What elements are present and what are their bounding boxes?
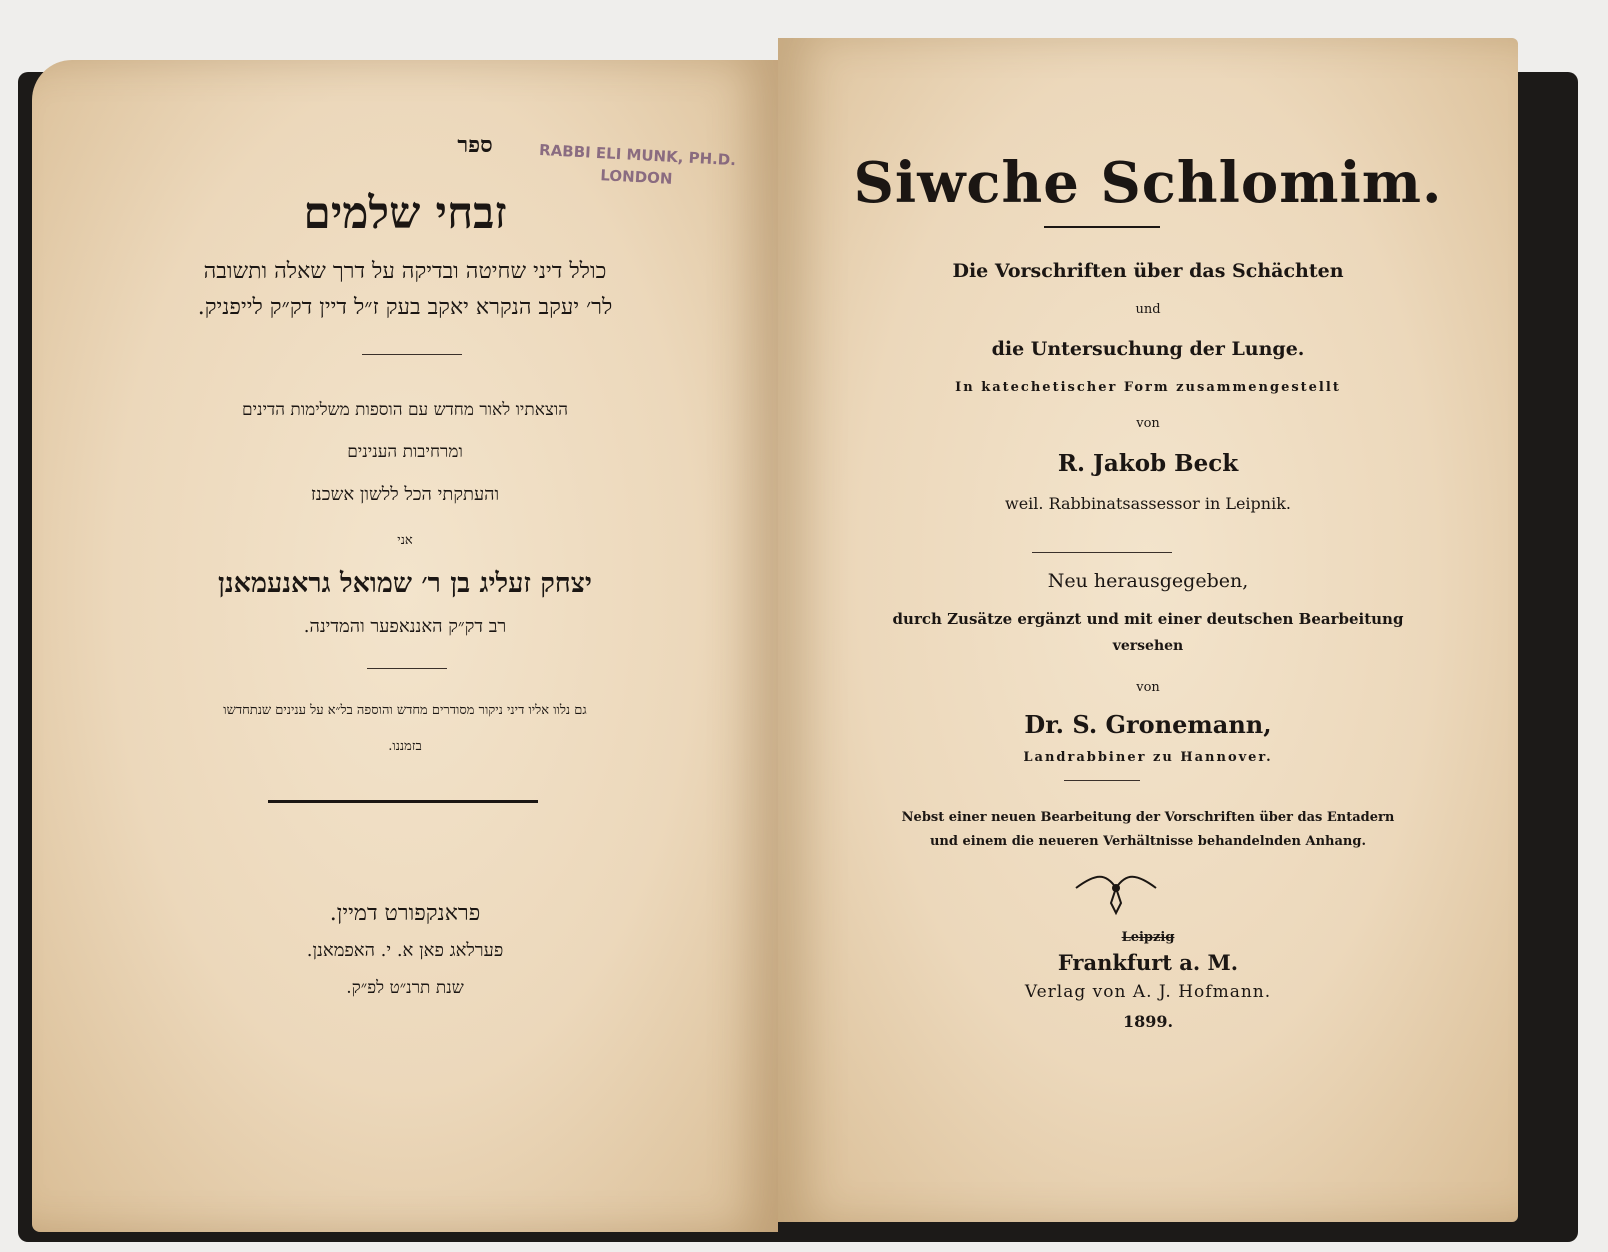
german-line-8: versehen bbox=[1112, 638, 1184, 654]
german-line-1: Die Vorschriften über das Schächten bbox=[952, 260, 1344, 282]
german-line-2: und bbox=[1135, 302, 1161, 317]
published-line-1: הוצאתיו לאור מחדש עם הוספות משלימות הדינים bbox=[241, 400, 568, 420]
german-note-2: und einem die neueren Verhältnisse behandelnden Anhang. bbox=[929, 834, 1366, 849]
ornament-divider-2 bbox=[367, 668, 447, 669]
german-line-9: von bbox=[1136, 680, 1160, 695]
german-editor-title: Landrabbiner zu Hannover. bbox=[1023, 750, 1273, 765]
german-line-7: durch Zusätze ergänzt und mit einer deutschen Bearbeitung bbox=[892, 610, 1404, 628]
german-author: R. Jakob Beck bbox=[1057, 450, 1239, 477]
hebrew-subtitle-2: לר׳ יעקב הנקרא יאקב בעק ז״ל דיין דק״ק לייפניק. bbox=[197, 295, 613, 320]
published-line-3: והעתקתי הכל ללשון אשכנז bbox=[310, 484, 500, 505]
title-ornament bbox=[1044, 226, 1160, 228]
german-line-4: In katechetischer Form zusammengestellt bbox=[955, 380, 1341, 395]
hebrew-title: זבחי שלמים bbox=[303, 188, 507, 239]
ani-label: אני bbox=[397, 533, 413, 548]
german-note-1: Nebst einer neuen Bearbeitung der Vorschriften über das Entadern bbox=[901, 810, 1395, 825]
stamp-line-1: RABBI ELI MUNK, PH.D. bbox=[538, 140, 737, 170]
hebrew-publisher: פערלאג פאן א. י. האפמאנן. bbox=[306, 940, 504, 961]
stamp-line-2: LONDON bbox=[599, 166, 673, 188]
hebrew-city: פראנקפורט דמיין. bbox=[329, 901, 481, 926]
crossed-place: Leipzig bbox=[1121, 930, 1175, 945]
appendix-line-2: בזמננו. bbox=[388, 739, 422, 754]
hebrew-subtitle-1: כולל דיני שחיטה ובדיקה על דרך שאלה ותשובה bbox=[203, 259, 607, 284]
floral-ornament bbox=[1066, 868, 1166, 918]
german-title: Siwche Schlomim. bbox=[853, 150, 1443, 216]
left-page bbox=[32, 60, 778, 1232]
german-author-title: weil. Rabbinatsassessor in Leipnik. bbox=[1005, 494, 1291, 513]
double-rule bbox=[268, 800, 538, 803]
german-line-3: die Untersuchung der Lunge. bbox=[991, 338, 1305, 360]
appendix-line-1: גם נלוו אליו דיני ניקור מסודרים מחדש והוספה בל״א על ענינים שנתחדשו bbox=[223, 703, 587, 718]
german-year: 1899. bbox=[1122, 1012, 1174, 1031]
sefer-label: ספר bbox=[457, 132, 493, 158]
german-editor: Dr. S. Gronemann, bbox=[1024, 710, 1272, 739]
right-page bbox=[778, 38, 1518, 1222]
german-publisher: Verlag von A. J. Hofmann. bbox=[1024, 982, 1272, 1002]
divider-2 bbox=[1064, 780, 1140, 781]
published-line-2: ומרחיבות הענינים bbox=[347, 442, 463, 462]
divider-1 bbox=[1032, 552, 1172, 553]
ornament-divider bbox=[362, 354, 462, 355]
hebrew-editor: יצחק זעליג בן ר׳ שמואל גראנעמאנן bbox=[217, 568, 593, 599]
german-line-5: von bbox=[1136, 416, 1160, 431]
german-city: Frankfurt a. M. bbox=[1057, 950, 1239, 975]
german-line-6: Neu herausgegeben, bbox=[1047, 570, 1249, 592]
hebrew-editor-title: רב דק״ק האננאפער והמדינה. bbox=[303, 616, 507, 637]
hebrew-year: שנת תרנ״ט לפ״ק. bbox=[346, 978, 464, 998]
